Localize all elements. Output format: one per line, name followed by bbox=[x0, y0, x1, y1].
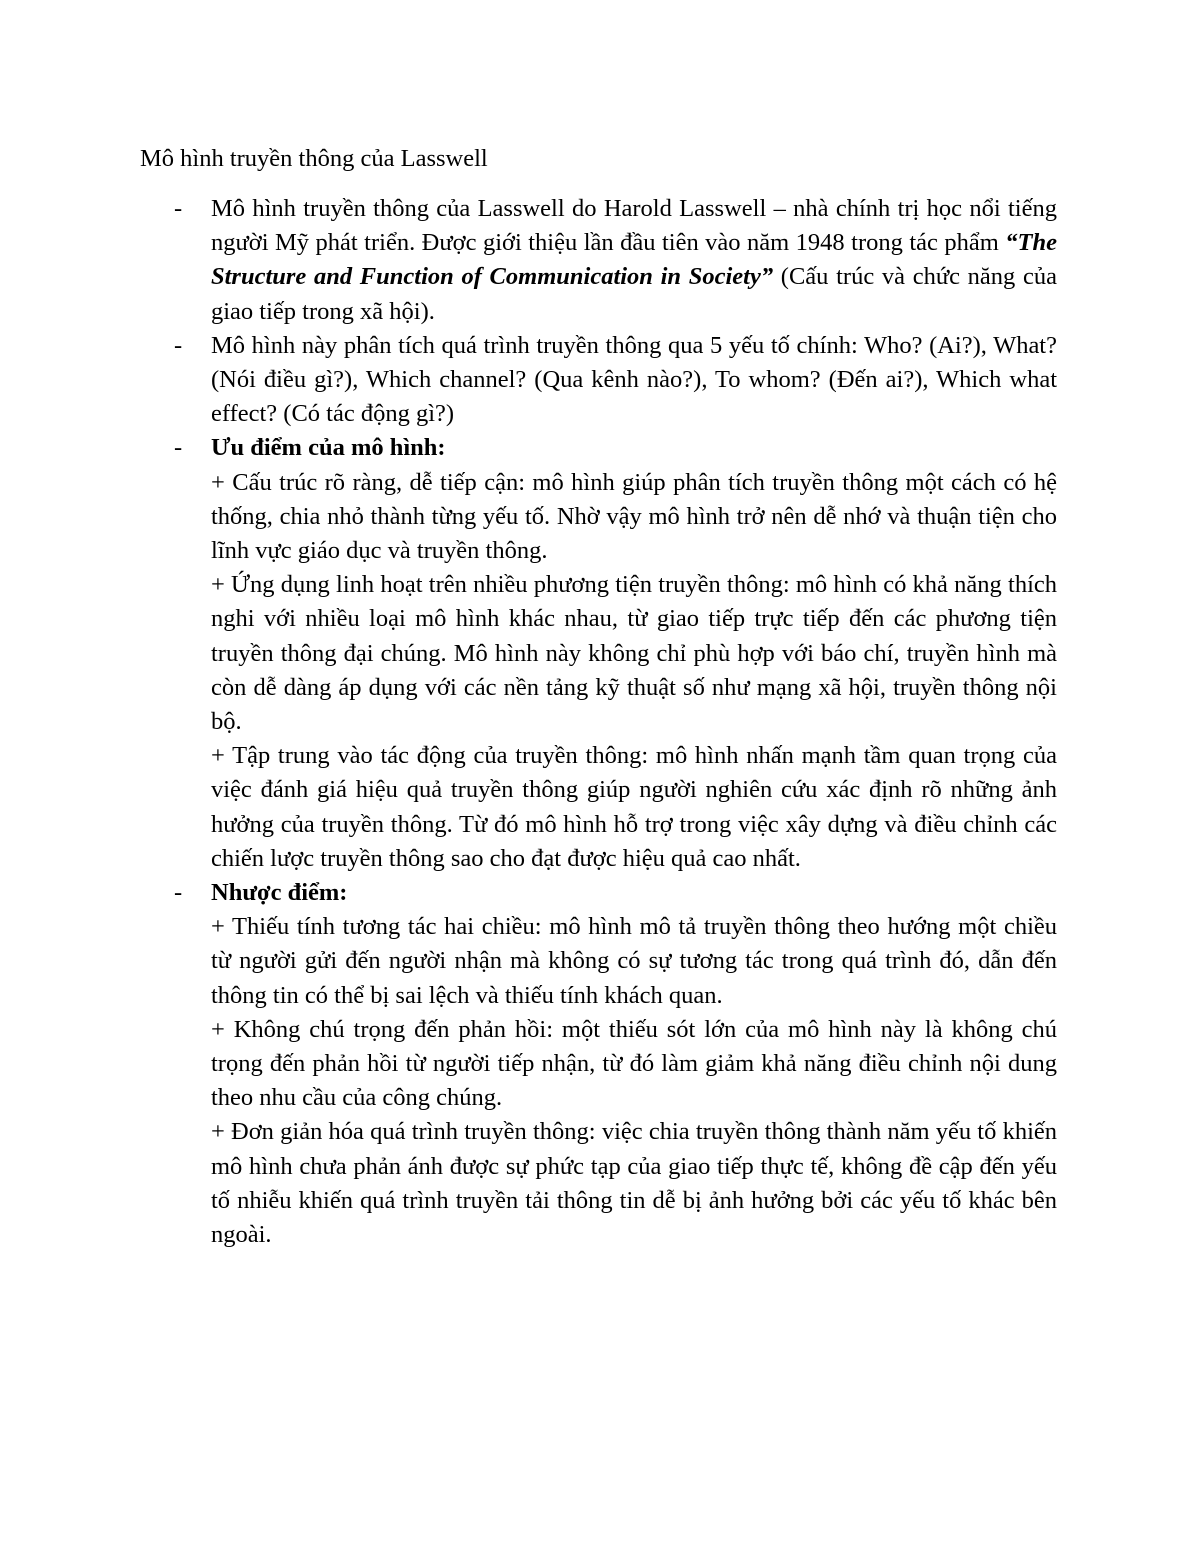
origin-paragraph bbox=[211, 192, 1057, 329]
dash-marker: - bbox=[174, 195, 183, 222]
disadvantage-point: + Đơn giản hóa quá trình truyền thông: việc chia truyền thông thành năm yếu tố khiến mô hình chưa phản ánh được sự phức tạp của giao tiếp thực tế, không đề cập đến yếu tố nhiễu khiến quá trình truyền tải thông tin dễ bị ảnh hưởng bởi các yếu tố khác bên ngoài. bbox=[211, 1118, 1057, 1249]
list-item-advantages bbox=[174, 431, 1057, 876]
origin-intro-text: Mô hình truyền thông của Lasswell do Harold Lasswell – nhà chính trị học nổi tiếng người Mỹ phát triển. Được giới thiệu lần đầu tiên vào năm 1948 trong tác phẩm bbox=[211, 195, 1057, 257]
bullet-list bbox=[0, 192, 1200, 1252]
elements-paragraph: Mô hình này phân tích quá trình truyền thông qua 5 yếu tố chính: Who? (Ai?), What? (Nói điều gì?), Which channel? (Qua kênh nào?), To whom? (Đến ai?), Which what effect? (Có tác động gì?) bbox=[211, 331, 1057, 428]
disadvantage-point: + Không chú trọng đến phản hồi: một thiếu sót lớn của mô hình này là không chú trọng đến phản hồi từ người tiếp nhận, từ đó làm giảm khả năng điều chỉnh nội dung theo nhu cầu của công chúng. bbox=[211, 1015, 1057, 1112]
document-title: Mô hình truyền thông của Lasswell bbox=[140, 145, 488, 172]
advantage-point: + Ứng dụng linh hoạt trên nhiều phương tiện truyền thông: mô hình có khả năng thích nghi với nhiều loại mô hình khác nhau, từ giao tiếp trực tiếp đến các phương tiện truyền thông đại chúng. Mô hình này không chỉ phù hợp với báo chí, truyền hình mà còn dễ dàng áp dụng với các nền tảng kỹ thuật số như mạng xã hội, truyền thông nội bộ. bbox=[211, 571, 1057, 736]
advantage-point: + Tập trung vào tác động của truyền thông: mô hình nhấn mạnh tầm quan trọng của việc đánh giá hiệu quả truyền thông giúp người nghiên cứu xác định rõ những ảnh hưởng của truyền thông. Từ đó mô hình hỗ trợ trong việc xây dựng và điều chỉnh các chiến lược truyền thông sao cho đạt được hiệu quả cao nhất. bbox=[211, 742, 1057, 872]
origin-outro-text: (Cấu trúc và chức năng của giao tiếp trong xã hội). bbox=[211, 263, 1057, 325]
book-title: “The Structure and Function of Communication in Society” bbox=[211, 229, 1057, 291]
advantages-heading: Ưu điểm của mô hình: bbox=[211, 434, 446, 462]
dash-marker: - bbox=[174, 331, 183, 359]
list-item-origin bbox=[174, 192, 1057, 329]
disadvantage-point: + Thiếu tính tương tác hai chiều: mô hình mô tả truyền thông theo hướng một chiều từ người gửi đến người nhận mà không có sự tương tác trong quá trình đó, dẫn đến thông tin có thể bị sai lệch và thiếu tính khách quan. bbox=[211, 913, 1057, 1009]
dash-marker: - bbox=[174, 434, 183, 462]
dash-marker: - bbox=[174, 879, 183, 907]
disadvantages-heading: Nhược điểm: bbox=[211, 879, 348, 907]
list-item-elements bbox=[174, 329, 1057, 432]
advantage-point: + Cấu trúc rõ ràng, dễ tiếp cận: mô hình giúp phân tích truyền thông một cách có hệ thống, chia nhỏ thành từng yếu tố. Nhờ vậy mô hình trở nên dễ nhớ và thuận tiện cho lĩnh vực giáo dục và truyền thông. bbox=[211, 468, 1057, 565]
list-item-disadvantages bbox=[174, 876, 1057, 1252]
